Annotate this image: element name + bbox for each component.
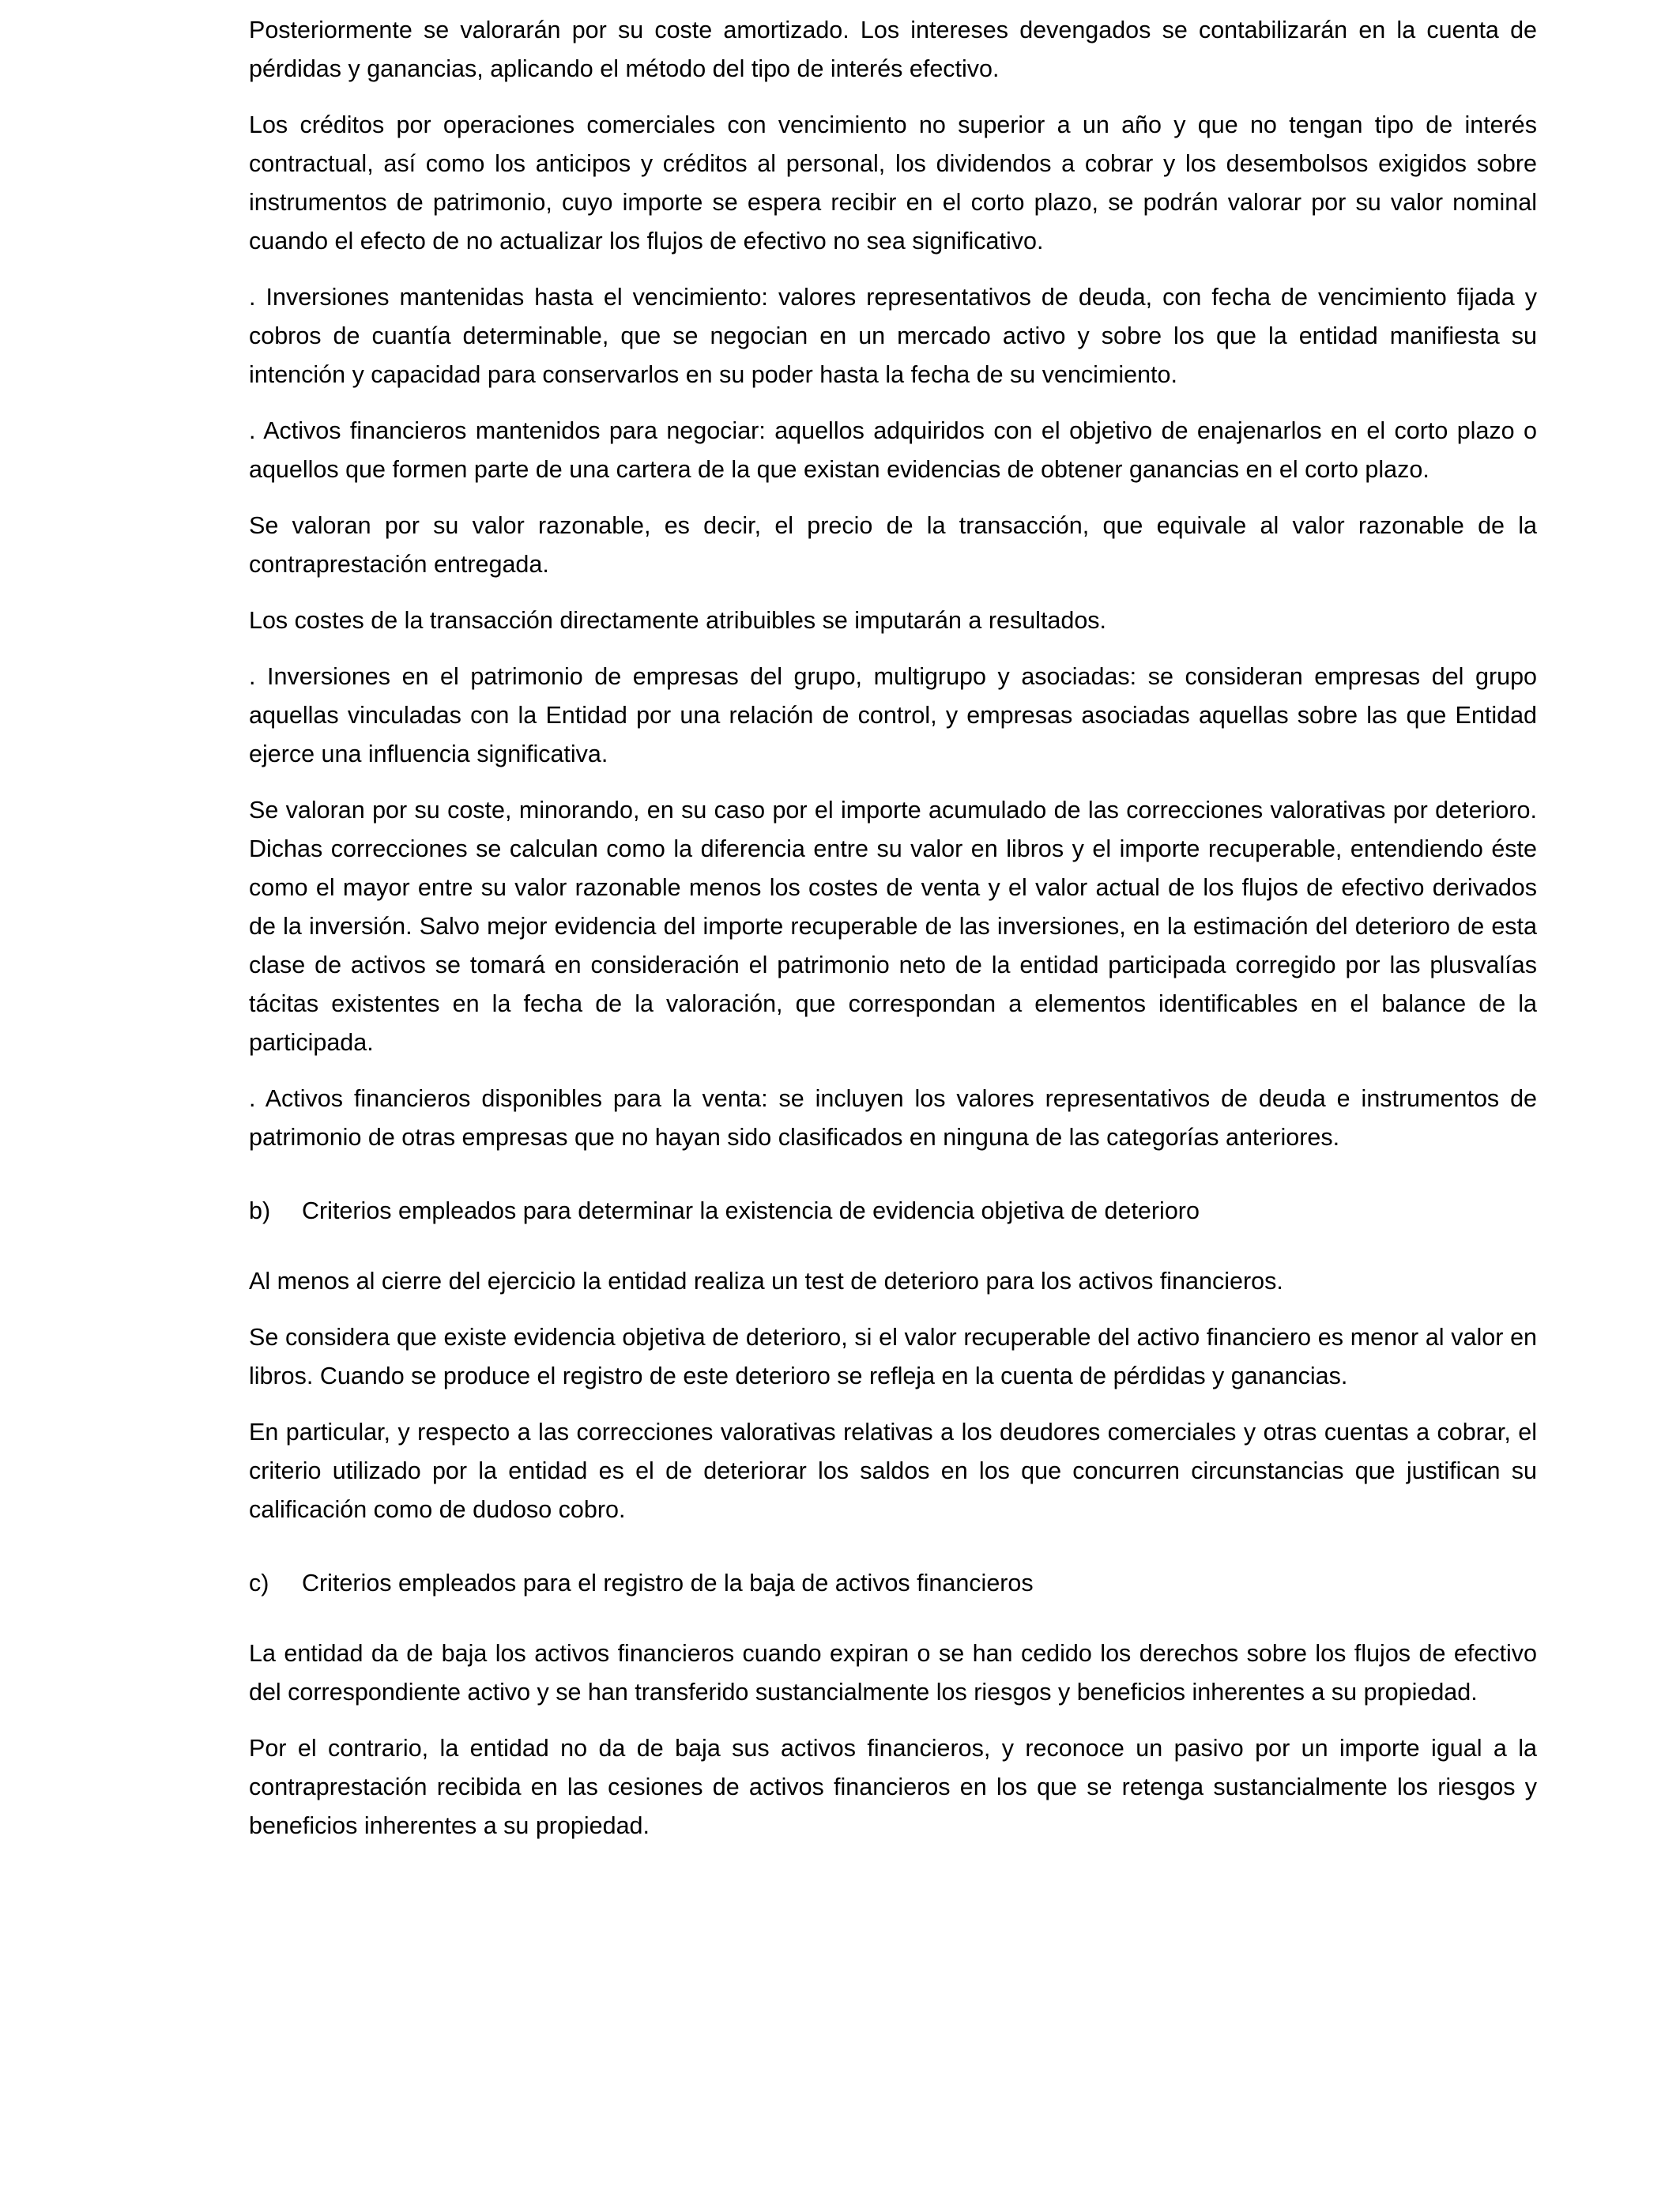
paragraph-available-for-sale: . Activos financieros disponibles para la venta: se incluyen los valores representativos de deuda e instrumentos de patrimonio de otras empresas que no hayan sido clasificados en ninguna de las categorías anteriores. (249, 1085, 1537, 1151)
paragraph-amortized-cost: Posteriormente se valorarán por su coste amortizado. Los intereses devengados se contabilizarán en la cuenta de pérdidas y ganancias, aplicando el método del tipo de interés efectivo. (249, 17, 1537, 82)
section-heading-b (249, 1192, 1537, 1231)
paragraph-impairment-valuation: Se valoran por su coste, minorando, en su caso por el importe acumulado de las correcciones valorativas por deterioro. Dichas correcciones se calculan como la diferencia entre su valor en libros y el importe recuperable, entendiendo éste como el mayor entre su valor razonable menos los costes de venta y el valor actual de los flujos de efectivo derivados de la inversión. Salvo mejor evidencia del importe recuperable de las inversiones, en la estimación del deterioro de esta clase de activos se tomará en consideración el patrimonio neto de la entidad participada corregido por las plusvalías tácitas existentes en la fecha de la valoración, que correspondan a elementos identificables en el balance de la participada. (249, 797, 1537, 1056)
section-title: Criterios empleados para el registro de la baja de activos financieros (302, 1570, 1034, 1596)
paragraph-doubtful-debts: En particular, y respecto a las correcciones valorativas relativas a los deudores comerciales y otras cuentas a cobrar, el criterio utilizado por la entidad es el de deteriorar los saldos en los que concurren circunstancias que justifican su calificación como de dudoso cobro. (249, 1419, 1537, 1523)
paragraph-no-derecognition: Por el contrario, la entidad no da de baja sus activos financieros, y reconoce un pasivo por un importe igual a la contraprestación recibida en las cesiones de activos financieros en los que se retenga sustancialmente los riesgos y beneficios inherentes a su propiedad. (249, 1735, 1537, 1839)
paragraph-held-to-maturity: . Inversiones mantenidas hasta el vencimiento: valores representativos de deuda, con fecha de vencimiento fijada y cobros de cuantía determinable, que se negocian en un mercado activo y sobre los que la entidad manifiesta su intención y capacidad para conservarlos en su poder hasta la fecha de su vencimiento. (249, 284, 1537, 388)
paragraph-transaction-costs: Los costes de la transacción directamente atribuibles se imputarán a resultados. (249, 607, 1107, 634)
section-title: Criterios empleados para determinar la existencia de evidencia objetiva de deterioro (302, 1197, 1200, 1224)
paragraph-group-investments: . Inversiones en el patrimonio de empresas del grupo, multigrupo y asociadas: se consideran empresas del grupo aquellas vinculadas con la Entidad por una relación de control, y empresas asociadas aquellas sobre las que Entidad ejerce una influencia significativa. (249, 663, 1537, 767)
paragraph-fair-value: Se valoran por su valor razonable, es decir, el precio de la transacción, que equivale al valor razonable de la contraprestación entregada. (249, 512, 1537, 578)
section-marker: b) (249, 1197, 271, 1224)
paragraph-derecognition: La entidad da de baja los activos financieros cuando expiran o se han cedido los derechos sobre los flujos de efectivo del correspondiente activo y se han transferido sustancialmente los riesgos y beneficios inherentes a su propiedad. (249, 1640, 1537, 1706)
paragraph-objective-evidence: Se considera que existe evidencia objetiva de deterioro, si el valor recuperable del activo financiero es menor al valor en libros. Cuando se produce el registro de este deterioro se refleja en la cuenta de pérdidas y ganancias. (249, 1324, 1537, 1389)
paragraph-impairment-test: Al menos al cierre del ejercicio la entidad realiza un test de deterioro para los activos financieros. (249, 1268, 1283, 1295)
paragraph-commercial-credits: Los créditos por operaciones comerciales con vencimiento no superior a un año y que no tengan tipo de interés contractual, así como los anticipos y créditos al personal, los dividendos a cobrar y los desembolsos exigidos sobre instrumentos de patrimonio, cuyo importe se espera recibir en el corto plazo, se podrán valorar por su valor nominal cuando el efecto de no actualizar los flujos de efectivo no sea significativo. (249, 111, 1537, 254)
section-heading-c (249, 1564, 1537, 1603)
paragraph-held-for-trading: . Activos financieros mantenidos para negociar: aquellos adquiridos con el objetivo de enajenarlos en el corto plazo o aquellos que formen parte de una cartera de la que existan evidencias de obtener ganancias en el corto plazo. (249, 417, 1537, 483)
section-marker: c) (249, 1570, 269, 1596)
document-page (249, 11, 1537, 1863)
